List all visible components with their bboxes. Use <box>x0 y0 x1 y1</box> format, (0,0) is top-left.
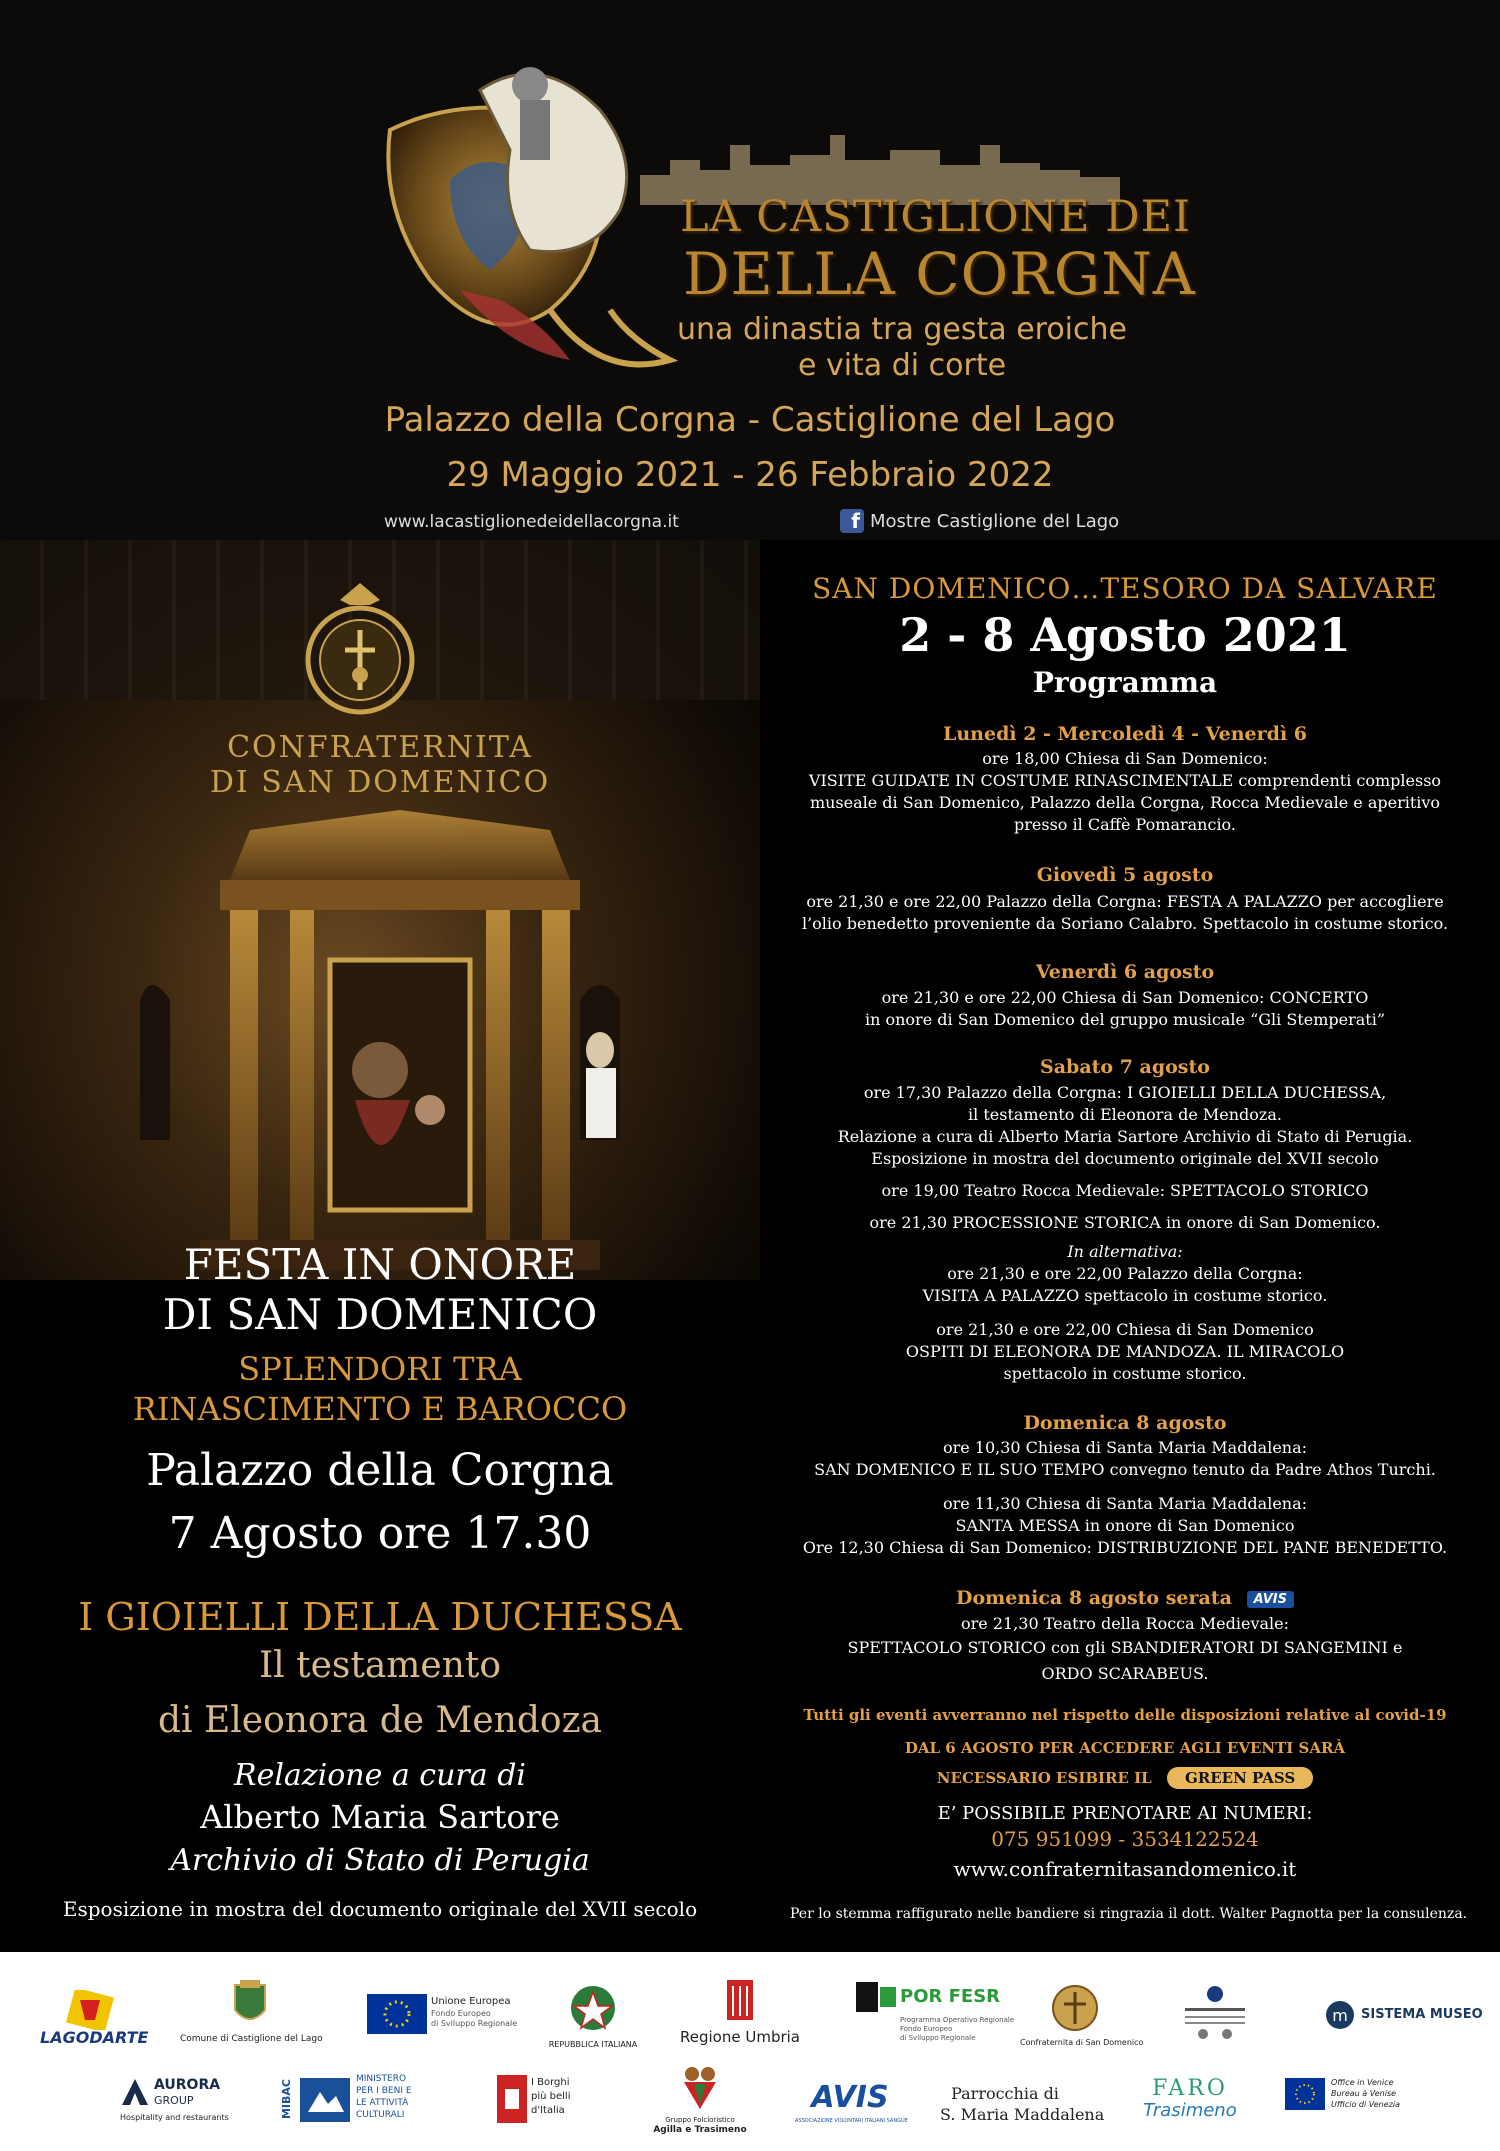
day-line: presso il Caffè Pomarancio. <box>1014 815 1236 834</box>
speaker-name: Alberto Maria Sartore <box>200 1798 560 1836</box>
regione-umbria-logo: Regione Umbria <box>675 1978 805 2058</box>
repubblica-italiana-logo: REPUBBLICA ITALIANA <box>548 1982 638 2062</box>
day-line: ore 21,30 PROCESSIONE STORICA in onore di San Domenico. <box>869 1213 1381 1232</box>
exhibition-venue: Palazzo della Corgna - Castiglione del Lago <box>384 400 1116 440</box>
program-heading: SAN DOMENICO…TESORO DA SALVARE <box>812 572 1438 605</box>
parrocchia-logo: Parrocchia di S. Maria Maddalena <box>940 2084 1105 2124</box>
sistema-museo-logo: m SISTEMA MUSEO <box>1325 2000 1475 2040</box>
day-title: Venerdì 6 agosto <box>1035 961 1215 983</box>
day-line: ore 21,30 e ore 22,00 Palazzo della Corgna: <box>947 1264 1303 1283</box>
comune-logo: Comune di Castiglione del Lago <box>180 1980 320 2060</box>
facebook-icon: f <box>840 509 864 533</box>
avis-logo: AVIS ASSOCIAZIONE VOLONTARI ITALIANI SANGUE <box>795 2080 908 2124</box>
festa-title-line2: DI SAN DOMENICO <box>162 1290 598 1339</box>
relazione-label: Relazione a cura di <box>233 1758 526 1793</box>
day-title-suffix: serata <box>1165 1587 1232 1609</box>
day-title: Lunedì 2 - Mercoledì 4 - Venerdì 6 <box>943 723 1307 745</box>
splendori-line2: RINASCIMENTO E BAROCCO <box>132 1390 628 1428</box>
unione-europea-logo: Unione Europea Fondo Europeo di Sviluppo Regionale <box>367 1994 517 2044</box>
speaker-affiliation: Archivio di Stato di Perugia <box>170 1843 590 1878</box>
day-line: spettacolo in costume storico. <box>1003 1364 1247 1383</box>
exhibition-title-line1: LA CASTIGLIONE DEI <box>680 192 1192 242</box>
green-pass-line2 <box>790 1767 1460 1789</box>
gruppo-folcloristico-logo: Gruppo Folcloristico Agilla e Trasimeno <box>650 2064 750 2144</box>
day-line: VISITE GUIDATE IN COSTUME RINASCIMENTALE comprendenti complesso <box>808 771 1442 790</box>
confraternita-crest-icon <box>285 575 435 725</box>
program-date-range: 2 - 8 Agosto 2021 <box>899 608 1351 662</box>
day-line: Esposizione in mostra del documento originale del XVII secolo <box>871 1149 1379 1168</box>
day-line: ore 17,30 Palazzo della Corgna: I GIOIELLI DELLA DUCHESSA, <box>863 1083 1387 1102</box>
avis-logo-badge: AVIS <box>1247 1591 1294 1608</box>
acknowledgement-note: Per lo stemma raffigurato nelle bandiere si ringrazia il dott. Walter Pagnotta per la consulenza. <box>790 1906 1468 1922</box>
green-pass-line1: DAL 6 AGOSTO PER ACCEDERE AGLI EVENTI SARÀ <box>904 1739 1346 1757</box>
day-line: ore 21,30 e ore 22,00 Chiesa di San Domenico: CONCERTO <box>881 988 1369 1007</box>
day-line: ore 19,00 Teatro Rocca Medievale: SPETTACOLO STORICO <box>881 1181 1369 1200</box>
day-line: SANTA MESSA in onore di San Domenico <box>955 1516 1295 1535</box>
day-line: l’olio benedetto proveniente da Soriano Calabro. Spettacolo in costume storico. <box>801 914 1449 933</box>
sponsor-logo-bar <box>0 1952 1500 2151</box>
facebook-page-name: Mostre Castiglione del Lago <box>870 510 1120 532</box>
council-of-europe-logo: Office in Venice Bureau à Venise Ufficio di Venezia <box>1285 2078 1435 2128</box>
day-title-evening <box>790 1587 1460 1609</box>
day-line: SPETTACOLO STORICO con gli SBANDIERATORI DI SANGEMINI e <box>847 1638 1403 1657</box>
faro-trasimeno-logo: FARO Trasimeno <box>1143 2076 1237 2121</box>
event-title: I GIOIELLI DELLA DUCHESSA <box>78 1595 682 1639</box>
day-title: Sabato 7 agosto <box>1040 1056 1210 1078</box>
splendori-line1: SPLENDORI TRA <box>238 1350 522 1388</box>
program-label: Programma <box>1032 666 1218 699</box>
exhibition-note: Esposizione in mostra del documento originale del XVII secolo <box>62 1897 698 1921</box>
day-line: ore 21,30 e ore 22,00 Chiesa di San Domenico <box>936 1320 1314 1339</box>
day-line: OSPITI DI ELEONORA DE MANDOZA. IL MIRACOLO <box>905 1342 1345 1361</box>
aurora-group-logo: AURORA GROUP Hospitality and restaurants <box>120 2077 229 2122</box>
day-line: VISITA A PALAZZO spettacolo in costume storico. <box>922 1286 1328 1305</box>
day-line: Ore 12,30 Chiesa di San Domenico: DISTRIBUZIONE DEL PANE BENEDETTO. <box>802 1538 1448 1557</box>
exhibition-subtitle-line2: e vita di corte <box>797 348 1007 383</box>
day-line: ore 11,30 Chiesa di Santa Maria Maddalena: <box>942 1494 1308 1513</box>
exhibition-subtitle-line1: una dinastia tra gesta eroiche <box>677 312 1127 347</box>
day-line: ore 21,30 Teatro della Rocca Medievale: <box>961 1614 1289 1633</box>
event-subtitle-line2: di Eleonora de Mendoza <box>157 1700 603 1741</box>
green-pass-badge: GREEN PASS <box>1167 1767 1313 1789</box>
day-line: in onore di San Domenico del gruppo musicale “Gli Stemperati” <box>864 1010 1386 1029</box>
exhibition-title-line2: DELLA CORGNA <box>683 240 1196 308</box>
event-venue: Palazzo della Corgna <box>146 1445 614 1496</box>
facebook-link[interactable] <box>840 509 1119 533</box>
exhibition-website-link[interactable]: www.lacastiglionedeidellacorgna.it <box>384 512 679 532</box>
event-date-time: 7 Agosto ore 17.30 <box>168 1508 592 1559</box>
event-subtitle-line1: Il testamento <box>258 1645 502 1686</box>
day-line: il testamento di Eleonora de Mendoza. <box>968 1105 1282 1124</box>
festa-title-line1: FESTA IN ONORE <box>183 1240 577 1289</box>
day-title-text: Domenica 8 agosto <box>955 1587 1160 1609</box>
lagodarte-logo: LAGODARTE <box>40 1990 140 2050</box>
borghi-piu-belli-logo: I Borghi più belli d'Italia <box>497 2075 592 2130</box>
baroque-altar-illustration <box>140 810 660 1270</box>
day-line: ore 21,30 e ore 22,00 Palazzo della Corgna: FESTA A PALAZZO per accogliere <box>806 892 1444 911</box>
covid-note: Tutti gli eventi avverranno nel rispetto delle disposizioni relative al covid-19 <box>803 1706 1447 1724</box>
day-title: Domenica 8 agosto <box>1023 1412 1227 1434</box>
booking-phones[interactable]: 075 951099 - 3534122524 <box>991 1827 1259 1851</box>
knight-emblem-illustration <box>370 60 700 400</box>
confraternita-website-link[interactable]: www.confraternitasandomenico.it <box>953 1857 1297 1881</box>
day-line: museale di San Domenico, Palazzo della Corgna, Rocca Medievale e aperitivo <box>809 793 1441 812</box>
green-pass-text: NECESSARIO ESIBIRE IL <box>936 1769 1152 1787</box>
booking-label: E’ POSSIBILE PRENOTARE AI NUMERI: <box>937 1803 1313 1824</box>
confraternita-logo: Confraternita di San Domenico <box>1020 1978 1130 2058</box>
day-line: ore 10,30 Chiesa di Santa Maria Maddalena: <box>942 1438 1308 1457</box>
day-line: Relazione a cura di Alberto Maria Sartore Archivio di Stato di Perugia. <box>837 1127 1413 1146</box>
por-fesr-logo: POR FESR Programma Operativo Regionale Fondo Europeo di Sviluppo Regionale <box>856 1982 1016 2062</box>
confraternita-name-line1: CONFRATERNITA <box>227 730 533 765</box>
exhibition-dates: 29 Maggio 2021 - 26 Febbraio 2022 <box>446 455 1054 495</box>
svg-text:m: m <box>1332 2006 1348 2025</box>
day-line: In alternativa: <box>1067 1242 1183 1261</box>
day-title: Giovedì 5 agosto <box>1036 864 1214 886</box>
day-line: ORDO SCARABEUS. <box>1041 1664 1209 1683</box>
day-line: ore 18,00 Chiesa di San Domenico: <box>982 749 1268 768</box>
day-line: SAN DOMENICO E IL SUO TEMPO convegno tenuto da Padre Athos Turchi. <box>814 1460 1436 1479</box>
mibac-logo: MIBAC MINISTERO PER I BENI E LE ATTIVITÀ CULTURALI <box>280 2074 412 2120</box>
scuola-specializzazione-logo <box>1175 1982 1255 2052</box>
confraternita-name-line2: DI SAN DOMENICO <box>209 765 551 800</box>
